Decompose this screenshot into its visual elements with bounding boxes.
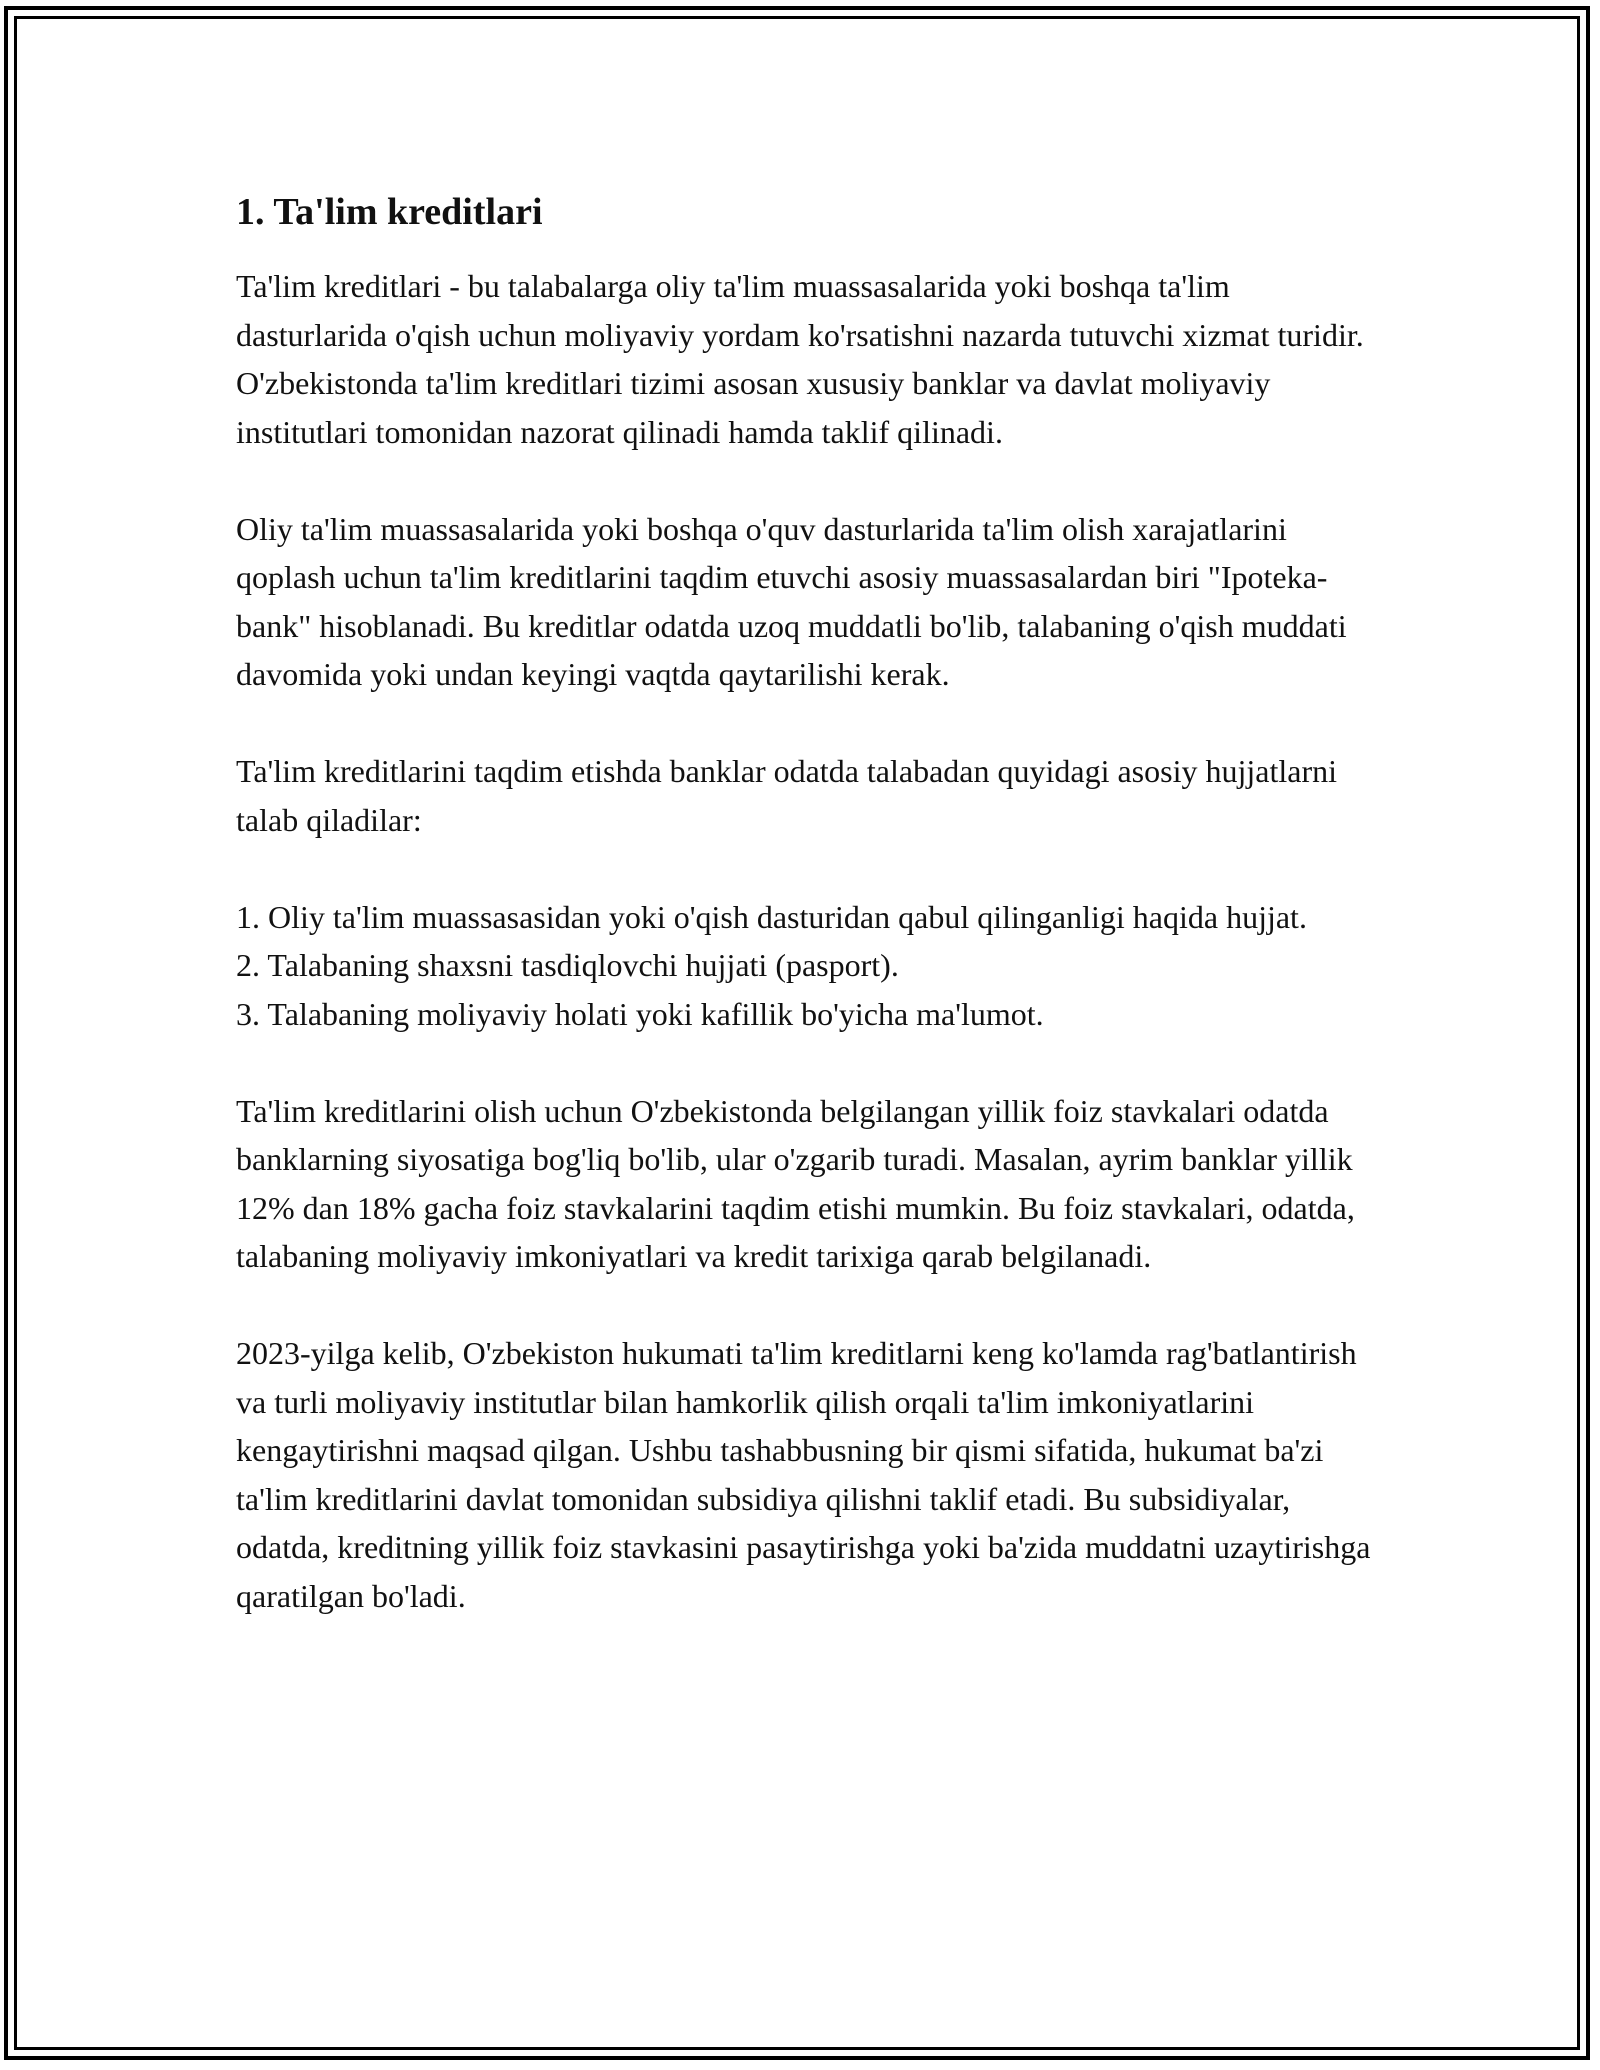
paragraph-ipoteka-bank: Oliy ta'lim muassasalarida yoki boshqa o'quv dasturlarida ta'lim olish xarajatlarini qoplash uchun ta'lim kreditlarini taqdim etuvchi asosiy muassasalardan biri "Ipoteka-bank" hisoblanadi. Bu kreditlar odatda uzoq muddatli bo'lib, talabaning o'qish muddati davomida yoki undan keyingi vaqtda qaytarilishi kerak. bbox=[236, 510, 1347, 692]
document-body bbox=[236, 188, 1386, 1669]
paragraph-government-initiative: 2023-yilga kelib, O'zbekiston hukumati ta'lim kreditlarni keng ko'lamda rag'batlantirish va turli moliyaviy institutlar bilan hamkorlik qilish orqali ta'lim imkoniyatlarini kengaytirishni maqsad qilgan. Ushbu tashabbusning bir qismi sifatida, hukumat ba'zi ta'lim kreditlarini davlat tomonidan subsidiya qilishni taklif etadi. Bu subsidiyalar, odatda, kreditning yillik foiz stavkasini pasaytirishga yoki ba'zida muddatni uzaytirishga qaratilgan bo'ladi. bbox=[236, 1335, 1371, 1614]
list-item: 3. Talabaning moliyaviy holati yoki kafillik bo'yicha ma'lumot. bbox=[236, 995, 1044, 1032]
paragraph-intro: Ta'lim kreditlari - bu talabalarga oliy ta'lim muassasalarida yoki boshqa ta'lim dasturlarida o'qish uchun moliyaviy yordam ko'rsatishni nazarda tutuvchi xizmat turidir. O'zbekistonda ta'lim kreditlari tizimi asosan xususiy banklar va davlat moliyaviy institutlari tomonidan nazorat qilinadi hamda taklif qilinadi. bbox=[236, 268, 1364, 450]
paragraph-documents-intro: Ta'lim kreditlarini taqdim etishda banklar odatda talabadan quyidagi asosiy hujjatlarni talab qiladilar: bbox=[236, 753, 1337, 838]
list-item: 1. Oliy ta'lim muassasasidan yoki o'qish dasturidan qabul qilinganligi haqida hujjat. bbox=[236, 898, 1307, 935]
list-item: 2. Talabaning shaxsni tasdiqlovchi hujjati (pasport). bbox=[236, 947, 899, 983]
required-documents-list bbox=[236, 893, 1386, 1039]
paragraph-interest-rates: Ta'lim kreditlarini olish uchun O'zbekistonda belgilangan yillik foiz stavkalari odatda banklarning siyosatiga bog'liq bo'lib, ular o'zgarib turadi. Masalan, ayrim banklar yillik 12% dan 18% gacha foiz stavkalarini taqdim etishi mumkin. Bu foiz stavkalari, odatda, talabaning moliyaviy imkoniyatlari va kredit tarixiga qarab belgilanadi. bbox=[236, 1092, 1355, 1274]
section-heading: 1. Ta'lim kreditlari bbox=[236, 191, 543, 233]
